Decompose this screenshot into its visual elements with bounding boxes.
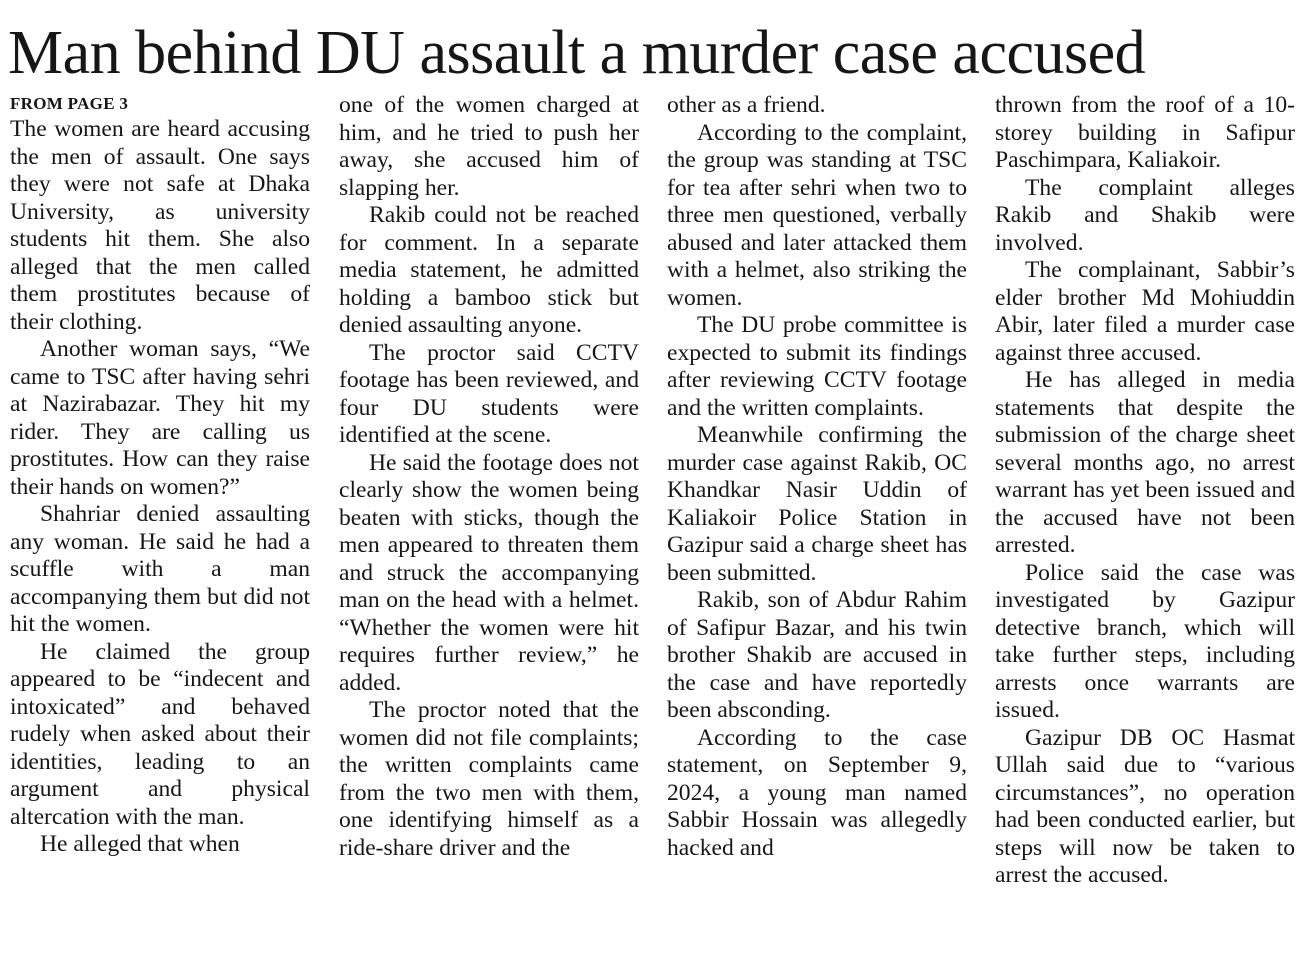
paragraph: He claimed the group appeared to be “indecent and intoxicated” and behaved rudely when asked about their identities, leading to an argument and physical altercation with the man.	[10, 638, 310, 830]
paragraph: According to the case statement, on September 9, 2024, a young man named Sabbir Hossain was allegedly hacked and	[667, 724, 967, 861]
paragraph: The complaint alleges Rakib and Shakib were involved.	[995, 174, 1295, 256]
paragraph: one of the women charged at him, and he tried to push her away, she accused him of slapping her.	[339, 92, 639, 201]
paragraph: Gazipur DB OC Hasmat Ullah said due to “various circumstances”, no operation had been conducted earlier, but steps will now be taken to arrest the accused.	[995, 724, 1295, 888]
paragraph: The complainant, Sabbir’s elder brother Md Mohiuddin Abir, later filed a murder case against three accused.	[995, 257, 1295, 366]
paragraph: According to the complaint, the group was standing at TSC for tea after sehri when two to three men questioned, verbally abused and later attacked them with a helmet, also striking the women.	[667, 119, 967, 311]
paragraph: The proctor noted that the women did not file complaints; the written complaints came from the two men with them, one identifying himself as a ride-share driver and the	[339, 697, 639, 861]
paragraph: He has alleged in media statements that despite the submission of the charge sheet several months ago, no arrest warrant has yet been issued and the accused have not been arrested.	[995, 367, 1295, 558]
headline: Man behind DU assault a murder case accused	[8, 19, 1146, 87]
paragraph: The women are heard accusing the men of assault. One says they were not safe at Dhaka University, as university students hit them. She also alleged that the men called them prostitutes because of their clothing.	[10, 116, 310, 335]
paragraph: He alleged that when	[40, 831, 240, 857]
paragraph: other as a friend.	[667, 92, 826, 118]
paragraph: Rakib, son of Abdur Rahim of Safipur Bazar, and his twin brother Shakib are accused in the case and have reportedly been absconding.	[667, 587, 967, 723]
paragraph: Meanwhile confirming the murder case against Rakib, OC Khandkar Nasir Uddin of Kaliakoir Police Station in Gazipur said a charge sheet has been submitted.	[667, 422, 967, 586]
paragraph: Police said the case was investigated by Gazipur detective branch, which will take further steps, including arrests once warrants are issued.	[995, 559, 1295, 723]
paragraph: The proctor said CCTV footage has been reviewed, and four DU students were identified at the scene.	[339, 339, 639, 448]
paragraph: Rakib could not be reached for comment. In a separate media statement, he admitted holding a bamboo stick but denied assaulting anyone.	[339, 202, 639, 338]
article-column-1	[10, 92, 310, 952]
article-column-2	[339, 92, 639, 952]
article-column-3	[667, 92, 967, 952]
article-column-4	[995, 92, 1295, 952]
paragraph: Another woman says, “We came to TSC after having sehri at Nazirabazar. They hit my rider. They are calling us prostitutes. How can they raise their hands on women?”	[10, 336, 310, 500]
dateline: FROM PAGE 3	[10, 94, 129, 113]
paragraph: The DU probe committee is expected to submit its findings after reviewing CCTV footage and the written complaints.	[667, 312, 967, 421]
paragraph: He said the footage does not clearly show the women being beaten with sticks, though the men appeared to threaten them and struck the accompanying man on the head with a helmet. “Whether the women were hit requires further review,” he added.	[339, 449, 639, 696]
paragraph: thrown from the roof of a 10-storey building in Safipur Paschimpara, Kaliakoir.	[995, 92, 1295, 173]
paragraph: Shahriar denied assaulting any woman. He said he had a scuffle with a man accompanying them but did not hit the women.	[10, 501, 310, 637]
